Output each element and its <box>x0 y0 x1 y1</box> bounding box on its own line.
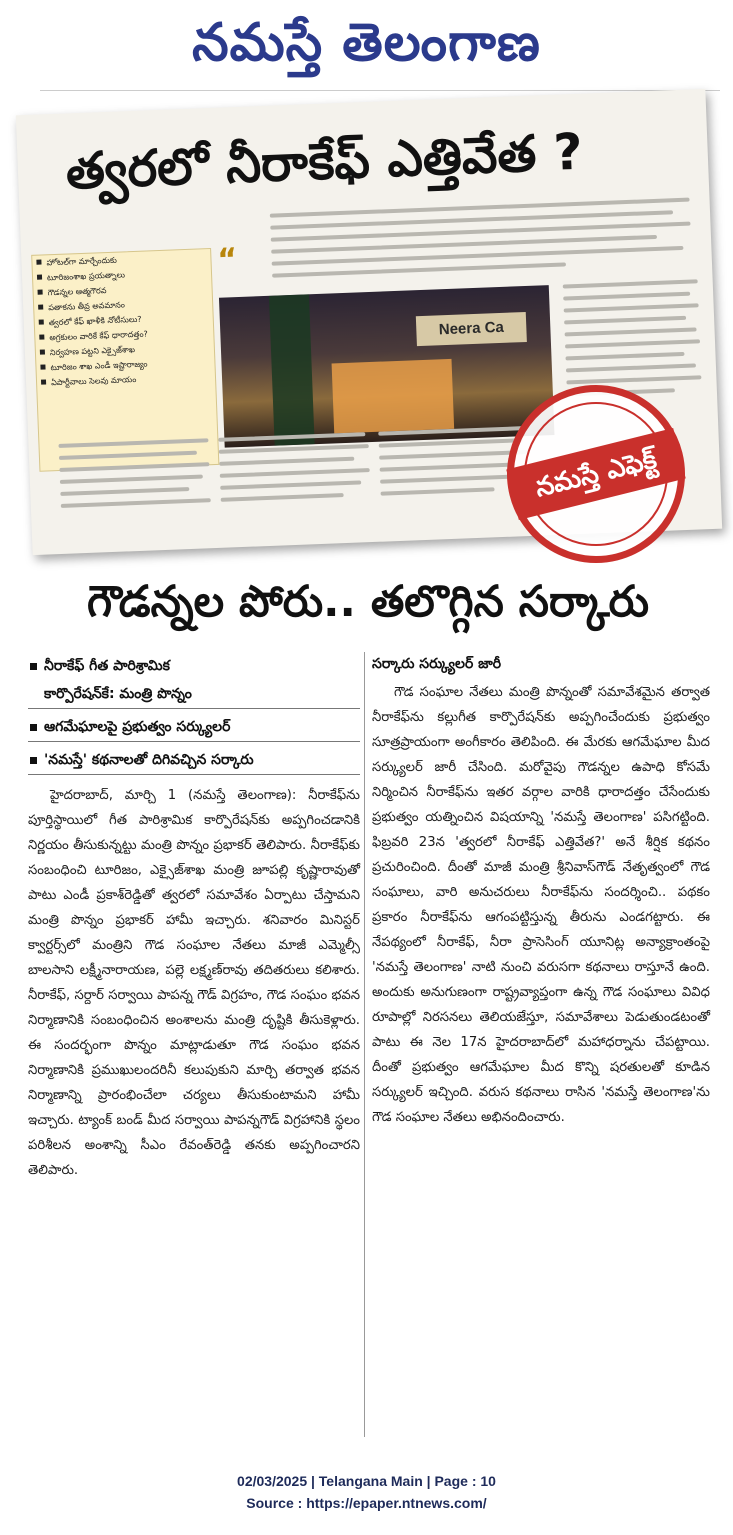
clipping-bullet-list <box>32 249 215 391</box>
clipping-bullet-item: నిర్వహణ పట్టని ఎక్సైజ్‌శాఖ <box>36 339 214 361</box>
subheading: సర్కారు సర్క్యులర్ జారీ <box>372 656 502 672</box>
highlight-text: 'నమస్తే' కథనాలతో దిగివచ్చిన సర్కారు <box>44 752 254 768</box>
source-link: Source : https://epaper.ntnews.com/ <box>246 1495 487 1511</box>
masthead <box>0 4 733 82</box>
clipping-bullet-item: టూరిజంశాఖ ప్రయత్నాలు <box>33 264 211 286</box>
clipping-bullet-item: టూరిజం శాఖ ఎండీ ఇష్టారాజ్యం <box>36 354 214 376</box>
body-paragraph: హైదరాబాద్, మార్చి 1 (నమస్తే తెలంగాణ): నీరాకేఫ్‌ను పూర్తిస్థాయిలో గీత పారిశ్రామిక కార్పొరేషన్‌కు అప్పగించడానికి నిర్ణయం తీసుకున్నట్టు మంత్రి పొన్నం ప్రభాకర్ తెలిపారు. నీరాకేఫ్‌కు సంబంధించి టూరిజం, ఎక్సైజ్‌శాఖ మంత్రి జూపల్లి కృష్ణారావుతో పాటు ఎండీ ప్రకాశ్‌రెడ్డితో త్వరలో సమావేశం ఏర్పాటు చేస్తామని మంత్రి పొన్నం ప్రభాకర్ హామీ ఇచ్చారు. శనివారం మినిస్టర్ క్వార్టర్స్‌లో మంత్రిని గౌడ సంఘాల నేతలు మాజీ ఎమ్మెల్సీ బాలసాని లక్ష్మీనారాయణ, పల్లె లక్ష్మణ్‌రావు తదితరులు కలిశారు. నీరాకేఫ్, సర్దార్ సర్వాయి పాపన్న గౌడ్ విగ్రహం, గౌడ సంఘం భవన నిర్మాణానికి సంబంధించిన అంశాలను మంత్రి దృష్టికి తీసుకెళ్లారు. ఈ సందర్భంగా పొన్నం మాట్లాడుతూ గౌడ సంఘం భవన నిర్మాణానికి ప్రముఖులందరినీ కలుపుకుని మార్చి తర్వాత భవన నిర్మాణాన్ని ప్రారంభించేలా చర్యలు తీసుకుంటామని హామీ ఇచ్చారు. ట్యాంక్ బండ్ మీద సర్వాయి పాపన్నగౌడ్ విగ్రహానికి స్థలం పరిశీలన అంశాన్ని సీఎం రేవంత్‌రెడ్డి తనకు అప్పగించారని తెలిపారు. <box>28 788 360 1178</box>
clipping-bullet-item: హోటల్‌గా మార్చేందుకు <box>32 249 210 271</box>
quote-mark-icon: “ <box>216 242 238 278</box>
highlight-item <box>28 652 360 680</box>
highlight-text: నీరాకేఫ్ గీత పారిశ్రామిక <box>44 658 170 674</box>
highlight-item <box>28 746 360 775</box>
clipping-headline: త్వరలో నీరాకేఫ్ ఎత్తివేత ? <box>64 122 584 201</box>
stamp-text: నమస్తే ఎఫెక్ట్ <box>506 428 685 520</box>
masthead-logo: నమస్తే తెలంగాణ <box>192 13 541 73</box>
right-column <box>372 652 710 1442</box>
cafe-entrance <box>332 359 455 434</box>
masthead-rule <box>40 90 720 91</box>
left-column <box>28 652 360 1442</box>
cafe-sign: Neera Ca <box>416 312 527 346</box>
clipping-bullet-item: అగ్రకులం వారికే కేఫ్ ధారాదత్తం? <box>35 324 213 346</box>
neera-cafe-photo <box>219 285 555 448</box>
article-headline: గౌడన్నల పోరు.. తలొగ్గిన సర్కారు <box>86 577 650 627</box>
clipping-bullet-item: గౌడన్నల ఆత్మగౌరవ <box>33 279 211 301</box>
clipping-intro-text <box>270 198 692 284</box>
column-divider <box>364 652 365 1437</box>
highlight-item <box>28 713 360 742</box>
edition-info: 02/03/2025 | Telangana Main | Page : 10 <box>237 1473 496 1489</box>
clipping-bullet-item: త్వరలో కేఫ్ ఖాళీకి నోటీసులు? <box>35 309 213 331</box>
page-footer <box>0 1470 733 1514</box>
highlight-text: కార్పొరేషన్‌కే: మంత్రి పొన్నం <box>44 686 192 702</box>
clipping-bottom-columns <box>58 426 541 534</box>
clipping-bullet-item: పతాకను తీవ్ర అవమానం <box>34 294 212 316</box>
highlight-item-continued <box>28 680 360 709</box>
highlight-text: ఆగమేఘాలపై ప్రభుత్వం సర్క్యులర్ <box>44 719 231 735</box>
body-paragraph: గౌడ సంఘాల నేతలు మంత్రి పొన్నంతో సమావేశమైన తర్వాత నీరాకేఫ్‌ను కల్లుగీత కార్పొరేషన్‌కు అప్పగించేందుకు ప్రభుత్వం సూత్రప్రాయంగా అంగీకారం తెలిపింది. ఈ మేరకు ఆగమేఘాల మీద సర్క్యులర్ జారీ చేసింది. మరోవైపు గౌడన్నల ఉపాధి కోసమే నిర్మించిన నీరాకేఫ్‌ను ఇతర వర్గాల వారికి ధారాదత్తం చేసేందుకు ప్రభుత్వం యత్నించిన విషయాన్ని 'నమస్తే తెలంగాణ' పసిగట్టింది. ఫిబ్రవరి 23న 'త్వరలో నీరాకేఫ్ ఎత్తివేత?' అనే శీర్షిక కథనం ప్రచురించింది. దీంతో మాజీ మంత్రి శ్రీనివాస్‌గౌడ్ నేతృత్వంలో గౌడ సంఘాలు, వారి అనుచరులు నీరాకేఫ్‌ను సందర్శించి.. పథకం ప్రకారం నీరాకేఫ్‌ను ఆగంపట్టిస్తున్న తీరును ఎండగట్టారు. ఈ నేపథ్యంలో నీరాకేఫ్, నీరా ప్రాసెసింగ్ యూనిట్ల అన్యాక్రాంతంపై 'నమస్తే తెలంగాణ' నాటి నుంచి వరుసగా కథనాలు రాస్తూనే ఉంది. అందుకు అనుగుణంగా రాష్ట్రవ్యాప్తంగా ఉన్న గౌడ సంఘాలు వివిధ రూపాల్లో నిరసనలు తెలియజేస్తూ, సమావేశాలు పెడుతుండటంతో పాటు ఈ నెల 17న హైదరాబాద్‌లో మహాధర్నాను చేపట్టాయి. దీంతో ప్రభుత్వం ఆగమేఘాల మీద కొన్ని షరతులతో కూడిన సర్క్యులర్ ఇచ్చింది. వరుస కథనాలు రాసిన 'నమస్తే తెలంగాణ'ను గౌడ సంఘాల నేతలు అభినందించారు. <box>372 685 710 1125</box>
clipping-bullet-item: ఏపార్టీవాలు సెలవు మాయం <box>37 369 215 391</box>
palm-tree <box>269 294 315 445</box>
